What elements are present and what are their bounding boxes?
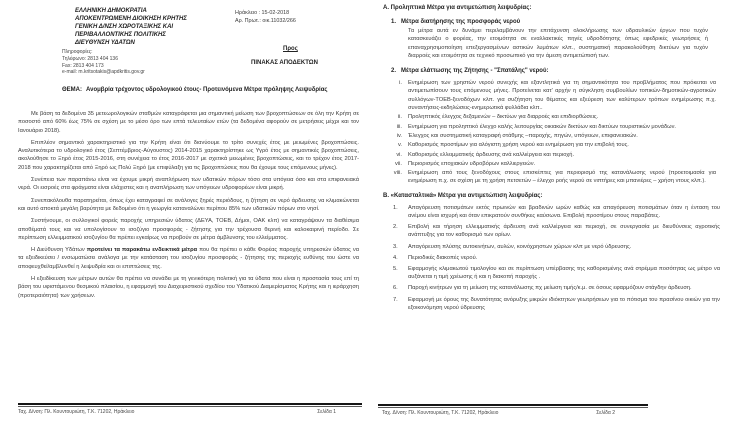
list-item	[387, 160, 716, 168]
list-item-text: Επιβολή και τήρηση ελλειμματικής άρδευση ανά καλλιέργεια και περιοχή, σε συνεργασία με διευθύνσεις αγροτικής ανάπτυξης για τον καθορισμό των ορίων.	[408, 224, 720, 239]
paragraph: Με βάση τα δεδομένα 35 μετεωρολογικών σταθμών καταγράφεται μια σημαντική μείωση των βροχοπτώσεων σε όλη την Κρήτη σε ποσοστό από 60% έως 75% σε σχέση με το μέσο όρο των επτά τελευταίων ετών (τα δεδομένα αφορούν σε μετρήσεις μέχρι και τον Ιανουάριο 2018).	[18, 111, 359, 134]
org-line: ΕΛΛΗΝΙΚΗ ΔΗΜΟΚΡΑΤΙΑ	[75, 8, 147, 14]
subject-row	[62, 86, 350, 94]
list-item-number: iv.	[396, 132, 402, 139]
org-line: ΓΕΝΙΚΗ Δ/ΝΣΗ ΧΩΡΟΤΑΞΙΚΗΣ ΚΑΙ	[75, 24, 174, 30]
page-footer	[18, 409, 336, 415]
contact-block	[62, 49, 145, 76]
list-item-number: 1.	[393, 204, 398, 211]
list-item	[387, 169, 716, 186]
list-item-text: Περιορισμός εποχιακών υδροβόρων καλλιεργειών.	[408, 160, 536, 167]
paragraph-text: Η Διεύθυνση Υδάτων	[31, 247, 87, 254]
list-item-number: 7.	[393, 296, 398, 303]
footer-page-number: Σελίδα 1	[317, 409, 336, 415]
list-item-number: 2.	[393, 224, 398, 231]
list-item	[393, 243, 716, 251]
section-a-title: Α. Προληπτικά Μέτρα για αντιμετώπιση λειψυδρίας:	[383, 5, 532, 11]
paragraph: Επιπλέον σημαντικό χαρακτηριστικό για την Κρήτη είναι ότι διανύουμε το τρίτο συνεχές έτος με μειωμένες βροχοπτώσεις. Αναλυτικότερα το υδρολογικό έτος (Σεπτέμβριος-Αύγουστος) 2014-2015 χαρακτηρίστηκε ως Υγρό έτος με σημαντικές βροχοπτώσεις, ακολούθησε το Ξηρό έτος 2015-2016, στη συνέχεια το έτος 2016-2017 με σχετικά μειωμένες βροχοπτώσεις, και το τρέχον έτος 2017-2018 που χαρακτηρίζεται από Ξηρό ως Πολύ Ξηρό (με επιφύλαξη για τις βροχοπτώσεις που θα έχουμε τους επόμενους μήνες).	[18, 139, 359, 171]
list-item	[387, 113, 716, 121]
list-item-text: Εφαρμογής κλιμακωτού τιμολογίου και σε περίπτωση υπέρβασης της καθορισμένης ανά στρέμμα ποσότητας ως μέτρο να αυξάνεται η τιμή χρέωσης ή και η διακοπή παροχής .	[408, 265, 720, 281]
paragraph: Η εξειδίκευση των μέτρων αυτών θα πρέπει να συνάδει με τη γενικότερη πολιτική για τα ύδατα που είναι η προστασία τους επί τη βάση του υφιστάμενου θεσμικού πλαισίου, η εφαρμογή του Διαχειριστικού σχεδίου του Υδατικού Διαμερίσματος Κρήτης και η ιεράρχηση (προτεραιότητα) των χρήσεων.	[18, 276, 359, 299]
page-2-body	[383, 5, 720, 315]
page-2	[375, 0, 750, 430]
emphasized-text: προτείνει τα παρακάτω ενδεικτικά μέτρα	[86, 247, 198, 254]
contact-line: Πληροφορίες:	[62, 49, 93, 55]
list-item-number: i.	[399, 80, 402, 87]
paragraph: Συνέπεια των παραπάνω είναι να έχουμε μικρή αναπλήρωση των υδατικών πόρων τόσο στα υπόγεια όσο και στα επιφανειακά νερά. Οι εισροές στα φράγματα είναι ελάχιστες και η αναπλήρωση των υπόγειων υδροφορέων είναι μικρή.	[18, 177, 359, 192]
list-item-text: Καθορισμός ελλειμματικής άρδευσης ανά καλλιέργεια και περιοχή.	[408, 151, 575, 158]
section-b-title: Β. «Κατασταλτικά» Μέτρα για αντιμετώπιση λειψυδρίας:	[383, 192, 543, 199]
list-item	[387, 141, 716, 149]
list-item-text: Ενημέρωση από τους ξενοδόχους στους επισκέπτες για περιορισμό της κατανάλωσης νερού (προετοιμασία για ενημέρωση π.χ. σε σχέση με τη χρήση πετσετών – έλεγχο ροής νερού σε νιπτήρες και μπανιέρες – χρήση ντους κλπ.).	[408, 170, 716, 185]
paragraph: Συστήνουμε, οι συλλογικοί φορείς παροχής υπηρεσιών ύδατος (ΔΕΥΑ, ΤΟΕΒ, Δήμοι, ΟΑΚ κλπ) να καταγράψουν τα διαθέσιμα αποθέματά τους και να υπολογίσουν το ισοζύγιο προσφοράς - ζήτησης για την τρέχουσα θερινή και καλοκαιρινή περίοδο. Σε περίπτωση ελλειμματικού ισοζυγίου θα πρέπει εγκαίρως να προβούν σε μέτρα άμβλυνσης του ελλείμματος.	[18, 218, 359, 241]
list-item	[393, 296, 720, 312]
list-item-title: Μέτρα ελάττωσης της Ζήτησης - "Σπατάλης" νερού:	[401, 68, 549, 75]
list-item-text: Καθορισμός προστίμων για αλόγιστη χρήση νερού και ενημέρωση για την επιβολή τους.	[408, 142, 629, 149]
list-item-number: 4.	[393, 254, 398, 261]
list-item	[393, 265, 720, 281]
contact-line: e-mail: m.kritsotakis@apdkritis.gov.gr	[62, 69, 145, 76]
list-item-number: vii.	[395, 160, 402, 167]
list-item-number: v.	[397, 142, 402, 149]
measure-1-body: Τα μέτρα αυτά εν δυνάμει περιλαμβάνουν την επιτάχυνση ολοκλήρωσης των υδραυλικών έργων που τυχόν κατασκευάζει ο φορέας, την ετοιμότητα σε εναλλακτικές πηγές υδροδότησης όπως εφεδρικές γεωτρήσεις ή επαναχρησιμοποίηση επεξεργασμένων αστικών λυμάτων κλπ., συστηματική παρακολούθηση δικτύων για τυχόν διαρροές και ετοιμότητα σε τεχνικό προσωπικό για την άμεση αντιμετώπισή των.	[408, 28, 708, 59]
date-protocol-block	[235, 9, 296, 25]
org-line: ΔΙΕΥΘΥΝΣΗ ΥΔΑΤΩΝ	[75, 40, 135, 46]
org-line: ΠΕΡΙΒΑΛΛΟΝΤΙΚΗΣ ΠΟΛΙΤΙΚΗΣ	[75, 32, 166, 38]
footer-rule	[18, 403, 362, 407]
list-item	[393, 254, 716, 262]
list-item-text: Ενημέρωση των χρηστών νερού συνεχής και εξαντλητικά για τη σημαντικότητα του προβλήματος που πρόκειται να αντιμετωπίσουν τους επόμενους μήνες. Προτείνεται κατ' αρχήν η σύγκληση συμβουλίων τοπικών-δημοτικών-αγροτικών συλλόγων-ΤΟΕΒ-ξενοδόχων κλπ. για συζήτηση του θέματος και εξεύρεση των καλύτερων τρόπων ενημέρωσης π.χ. συναντήσεις-εκδηλώσεις-ενημερωτικά φυλλάδια κλπ..	[408, 80, 716, 112]
list-item-text: Εφαρμογή με όρους της δυνατότητας ανόρυξης μικρών ιδιόκτητων γεωτρήσεων για το πότισμα του πρασίνου οικιών για την εξοικονόμηση νερού ύδρευσης	[408, 296, 720, 311]
list-item-number: ii.	[397, 114, 402, 121]
list-item-number: iii.	[396, 123, 402, 130]
list-item-number: 2.	[391, 68, 397, 75]
footer-address: Ταχ. Δ/νση: Πλ. Κουντουριώτη, Τ.Κ. 71202, Ηράκλειο	[382, 410, 499, 416]
list-item	[387, 151, 716, 159]
list-item	[387, 123, 716, 131]
list-item-text: Προληπτικός έλεγχος δεξαμενών – δικτύων για διαρροές και επιδιορθώσεις.	[408, 114, 599, 121]
list-item-text: Απαγόρευση πλύσης αυτοκινήτων, αυλών, κοινόχρηστων χώρων κλπ με νερό ύδρευσης.	[408, 243, 632, 250]
letterhead-org-block	[75, 7, 250, 47]
list-item-number: 6.	[393, 285, 398, 292]
protocol-line: Αρ. Πρωτ.: οικ.11032/266	[235, 18, 296, 24]
list-item-number: vi.	[396, 151, 402, 158]
paragraph: Συνεπακόλουθα παρατηρείται, όπως έχει καταγραφεί σε ανάλογες ξηρές περιόδους, η ζήτηση σε νερό άρδευσης να κλιμακώνεται και αυτό αποκτά μεγάλη βαρύτητα με δεδομένο ότι η γεωργία καταναλώνει περίπου 85% των υδατικών πόρων στο νησί.	[18, 197, 359, 212]
page-footer	[382, 410, 615, 416]
footer-page-number: Σελίδα 2	[596, 410, 615, 416]
footer-address: Ταχ. Δ/νση: Πλ. Κουντουριώτη, Τ.Κ. 71202, Ηράκλειο	[18, 409, 135, 415]
footer-rule	[378, 404, 648, 408]
city-date-line: Ηράκλειο : 15-02-2018	[235, 10, 290, 16]
contact-line: Fax: 2813 404 173	[62, 62, 104, 69]
roman-list	[387, 79, 716, 186]
list-item-title: Μέτρα διατήρησης της προσφοράς νερού	[401, 19, 521, 25]
measure-1-heading	[391, 19, 716, 25]
list-item-text: Έλεγχος και συστηματική καταγραφή στάθμης –παροχής, πηγών, υπόγειων, επιφανειακών.	[408, 132, 638, 139]
paragraph	[18, 246, 359, 271]
list-item-number: viii.	[393, 170, 402, 177]
list-item-number: 1.	[391, 19, 397, 25]
to-label: Προς	[283, 46, 298, 52]
list-item	[393, 204, 720, 220]
page-1-body	[18, 110, 359, 304]
list-item-text: Ενημέρωση για προληπτικό έλεγχο καλής λειτουργίας οικιακών δικτύων και δικτύων τουριστικών μονάδων.	[408, 123, 677, 130]
list-item-text: Περιοδικές διακοπές νερού.	[408, 254, 478, 261]
list-item-number: 3.	[393, 243, 398, 250]
org-line: ΑΠΟΚΕΝΤΡΩΜΕΝΗ ΔΙΟΙΚΗΣΗ ΚΡΗΤΗΣ	[75, 16, 187, 22]
contact-line: Τηλέφωνο: 2813 404 136	[62, 55, 118, 62]
list-item	[393, 284, 716, 292]
list-item	[387, 79, 716, 112]
list-item-text: Απαγόρευση ποτισμάτων εκτός πρωινών και βραδινών ωρών καθώς και απαγόρευση ποτισμάτων όταν η ένταση του ανέμου είναι ισχυρή και όταν επικρατούν συνθήκες καύσωνα. Επιβολή προστίμου στους παραβάτες.	[408, 204, 720, 219]
list-item	[387, 132, 716, 140]
subject-label: ΘΕΜΑ:	[62, 87, 82, 93]
list-item-number: 5.	[393, 265, 398, 272]
paragraph-text: που θα πρέπει ο κάθε Φορέας παροχής υπηρεσιών ύδατος να τα εξειδικεύσει / ενσωματώσει ανάλογα με την κατάσταση του ισοζυγίου προσφοράς - ζήτησης της περιοχής ευθύνης του ώστε να αποφευχθεί/αμβλυνθεί η λειψυδρία και οι επιπτώσεις της.	[18, 247, 359, 270]
numbered-list	[393, 204, 720, 312]
list-item	[393, 223, 720, 239]
measure-2-heading	[391, 68, 716, 74]
recipient-label: ΠΙΝΑΚΑΣ ΑΠΟΔΕΚΤΩΝ	[251, 60, 318, 66]
subject-text: Ανομβρία τρέχοντος υδρολογικού έτους- Προτεινόμενα Μέτρα πρόληψης Λειψυδρίας	[86, 87, 328, 93]
list-item-text: Παροχή κινήτρων για τη μείωση της κατανάλωσης πχ μείωση τιμής/κ.μ. σε όσους εφαρμόζουν στάγδην άρδευση.	[408, 285, 692, 292]
